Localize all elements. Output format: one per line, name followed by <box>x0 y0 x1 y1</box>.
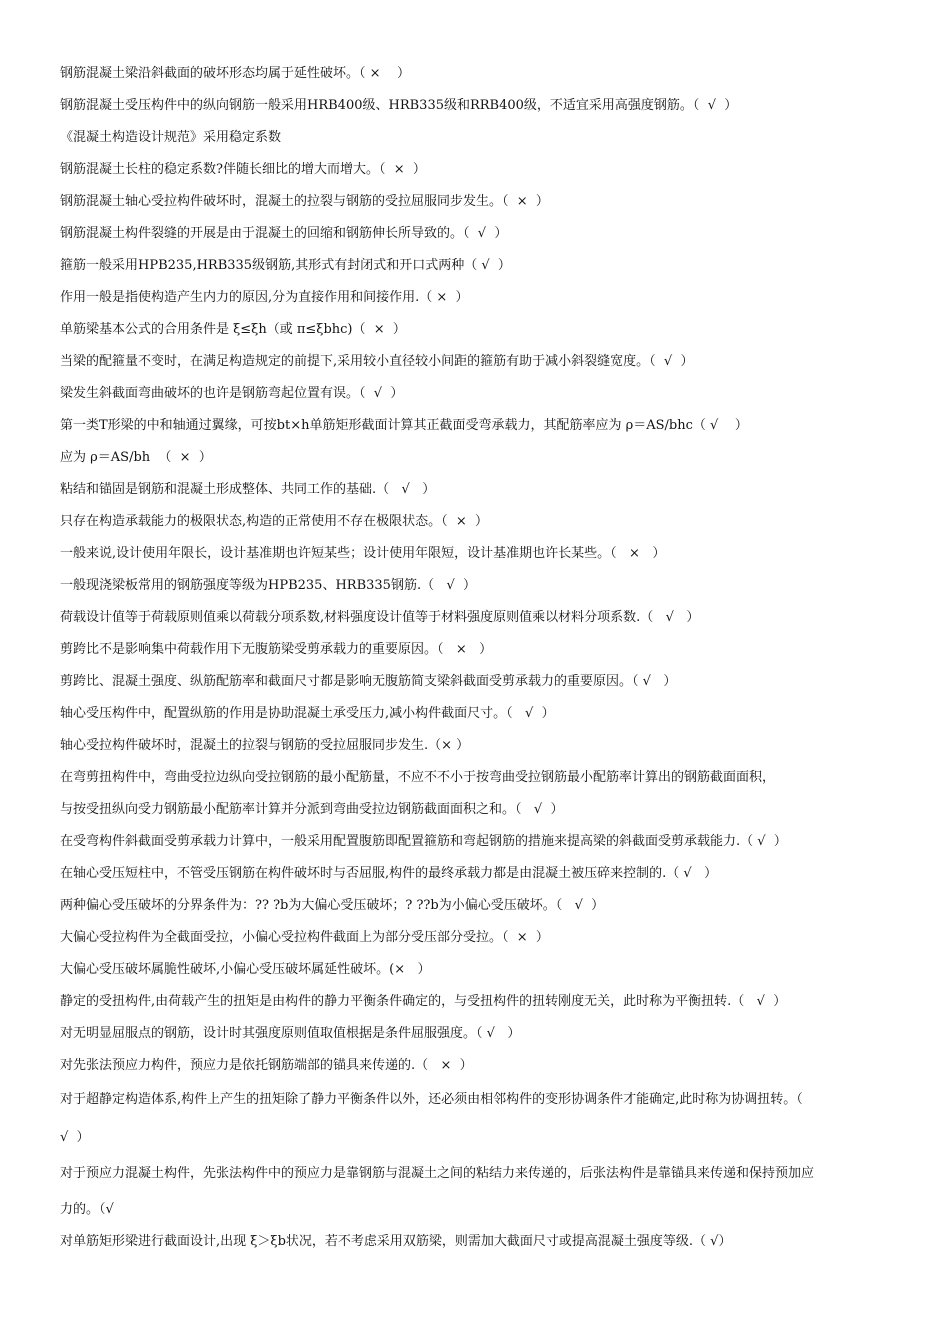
text-line: 轴心受拉构件破坏时，混凝土的拉裂与钢筋的受拉屈服同步发生.（× ） <box>60 738 470 753</box>
text-line: 两种偏心受压破坏的分界条件为：?? ?b为大偏心受压破坏；? ??b为小偏心受压破坏。（ √ ） <box>60 898 605 913</box>
text-line: 粘结和锚固是钢筋和混凝土形成整体、共同工作的基础.（ √ ） <box>60 482 436 497</box>
text-line: 与按受扭纵向受力钢筋最小配筋率计算并分派到弯曲受拉边钢筋截面面积之和。（ √ ） <box>60 802 564 817</box>
text-line: 箍筋一般采用HPB235,HRB335级钢筋,其形式有封闭式和开口式两种（ √ ） <box>60 258 511 273</box>
text-line: 钢筋混凝土受压构件中的纵向钢筋一般采用HRB400级、HRB335级和RRB400级，不适宜采用高强度钢筋。（ √ ） <box>60 98 738 113</box>
text-line: 大偏心受压破坏属脆性破坏,小偏心受压破坏属延性破坏。(× ） <box>60 962 431 977</box>
text-line: 钢筋混凝土轴心受拉构件破坏时，混凝土的拉裂与钢筋的受拉屈服同步发生。（ × ） <box>60 194 549 209</box>
text-line: 荷载设计值等于荷载原则值乘以荷载分项系数,材料强度设计值等于材料强度原则值乘以材料分项系数.（ √ ） <box>60 610 700 625</box>
text-line: 对单筋矩形梁进行截面设计,出现 ξ＞ξb状况，若不考虑采用双筋梁，则需加大截面尺寸或提高混凝土强度等级.（ √） <box>60 1234 732 1249</box>
text-line: 《混凝土构造设计规范》采用稳定系数 <box>60 130 282 145</box>
text-line: 轴心受压构件中，配置纵筋的作用是协助混凝土承受压力,减小构件截面尺寸。（ √ ） <box>60 706 555 721</box>
text-line: 梁发生斜截面弯曲破坏的也许是钢筋弯起位置有误。（ √ ） <box>60 386 404 401</box>
text-line: 剪跨比不是影响集中荷载作用下无腹筋梁受剪承载力的重要原因。（ × ） <box>60 642 493 657</box>
text-line: 力的。（√ <box>60 1202 114 1217</box>
text-line: 作用一般是指使构造产生内力的原因,分为直接作用和间接作用.（ × ） <box>60 290 469 305</box>
text-line: 一般来说,设计使用年限长，设计基准期也许短某些；设计使用年限短，设计基准期也许长某些。（ × ） <box>60 546 666 561</box>
text-line: 只存在构造承载能力的极限状态,构造的正常使用不存在极限状态。（ × ） <box>60 514 489 529</box>
text-line: 钢筋混凝土构件裂缝的开展是由于混凝土的回缩和钢筋伸长所导致的。（ √ ） <box>60 226 508 241</box>
text-line: 一般现浇梁板常用的钢筋强度等级为HPB235、HRB335钢筋.（ √ ） <box>60 578 477 593</box>
text-line: 在受弯构件斜截面受剪承载力计算中，一般采用配置腹筋即配置箍筋和弯起钢筋的措施来提高梁的斜截面受剪承载能力.（ √ ） <box>60 834 787 849</box>
text-line: 对于预应力混凝土构件，先张法构件中的预应力是靠钢筋与混凝土之间的粘结力来传递的，后张法构件是靠锚具来传递和保持预加应 <box>60 1166 815 1181</box>
text-line: 静定的受扭构件,由荷载产生的扭矩是由构件的静力平衡条件确定的，与受扭构件的扭转刚度无关，此时称为平衡扭转.（ √ ） <box>60 994 787 1009</box>
text-line: 对于超静定构造体系,构件上产生的扭矩除了静力平衡条件以外，还必须由相邻构件的变形协调条件才能确定,此时称为协调扭转。（ <box>60 1092 803 1107</box>
text-line: 第一类T形梁的中和轴通过翼缘，可按bt×h单筋矩形截面计算其正截面受弯承载力，其配筋率应为 ρ＝AS/bhc（ √ ） <box>60 418 748 433</box>
text-line: 当梁的配箍量不变时，在满足构造规定的前提下,采用较小直径较小间距的箍筋有助于减小斜裂缝宽度。（ √ ） <box>60 354 694 369</box>
text-line: 在轴心受压短柱中，不管受压钢筋在构件破坏时与否屈服,构件的最终承载力都是由混凝土被压碎来控制的.（ √ ） <box>60 866 718 881</box>
text-line: 在弯剪扭构件中，弯曲受拉边纵向受拉钢筋的最小配筋量，不应不不小于按弯曲受拉钢筋最小配筋率计算出的钢筋截面面积， <box>60 770 776 785</box>
text-line: 剪跨比、混凝土强度、纵筋配筋率和截面尺寸都是影响无腹筋简支梁斜截面受剪承载力的重要原因。（ √ ） <box>60 674 677 689</box>
text-line: √ ） <box>60 1130 90 1145</box>
text-line: 钢筋混凝土梁沿斜截面的破坏形态均属于延性破坏。（ × ） <box>60 66 411 81</box>
text-line: 对先张法预应力构件，预应力是依托钢筋端部的锚具来传递的.（ × ） <box>60 1058 473 1073</box>
text-line: 大偏心受拉构件为全截面受拉，小偏心受拉构件截面上为部分受压部分受拉。（ × ） <box>60 930 549 945</box>
text-line: 钢筋混凝土长柱的稳定系数?伴随长细比的增大而增大。（ × ） <box>60 162 426 177</box>
text-line: 单筋梁基本公式的合用条件是 ξ≤ξh（或 π≤ξbhc)（ × ） <box>60 322 406 337</box>
text-line: 对无明显屈服点的钢筋，设计时其强度原则值取值根据是条件屈服强度。（ √ ） <box>60 1026 521 1041</box>
text-line: 应为 ρ＝AS/bh （ × ） <box>60 450 212 465</box>
